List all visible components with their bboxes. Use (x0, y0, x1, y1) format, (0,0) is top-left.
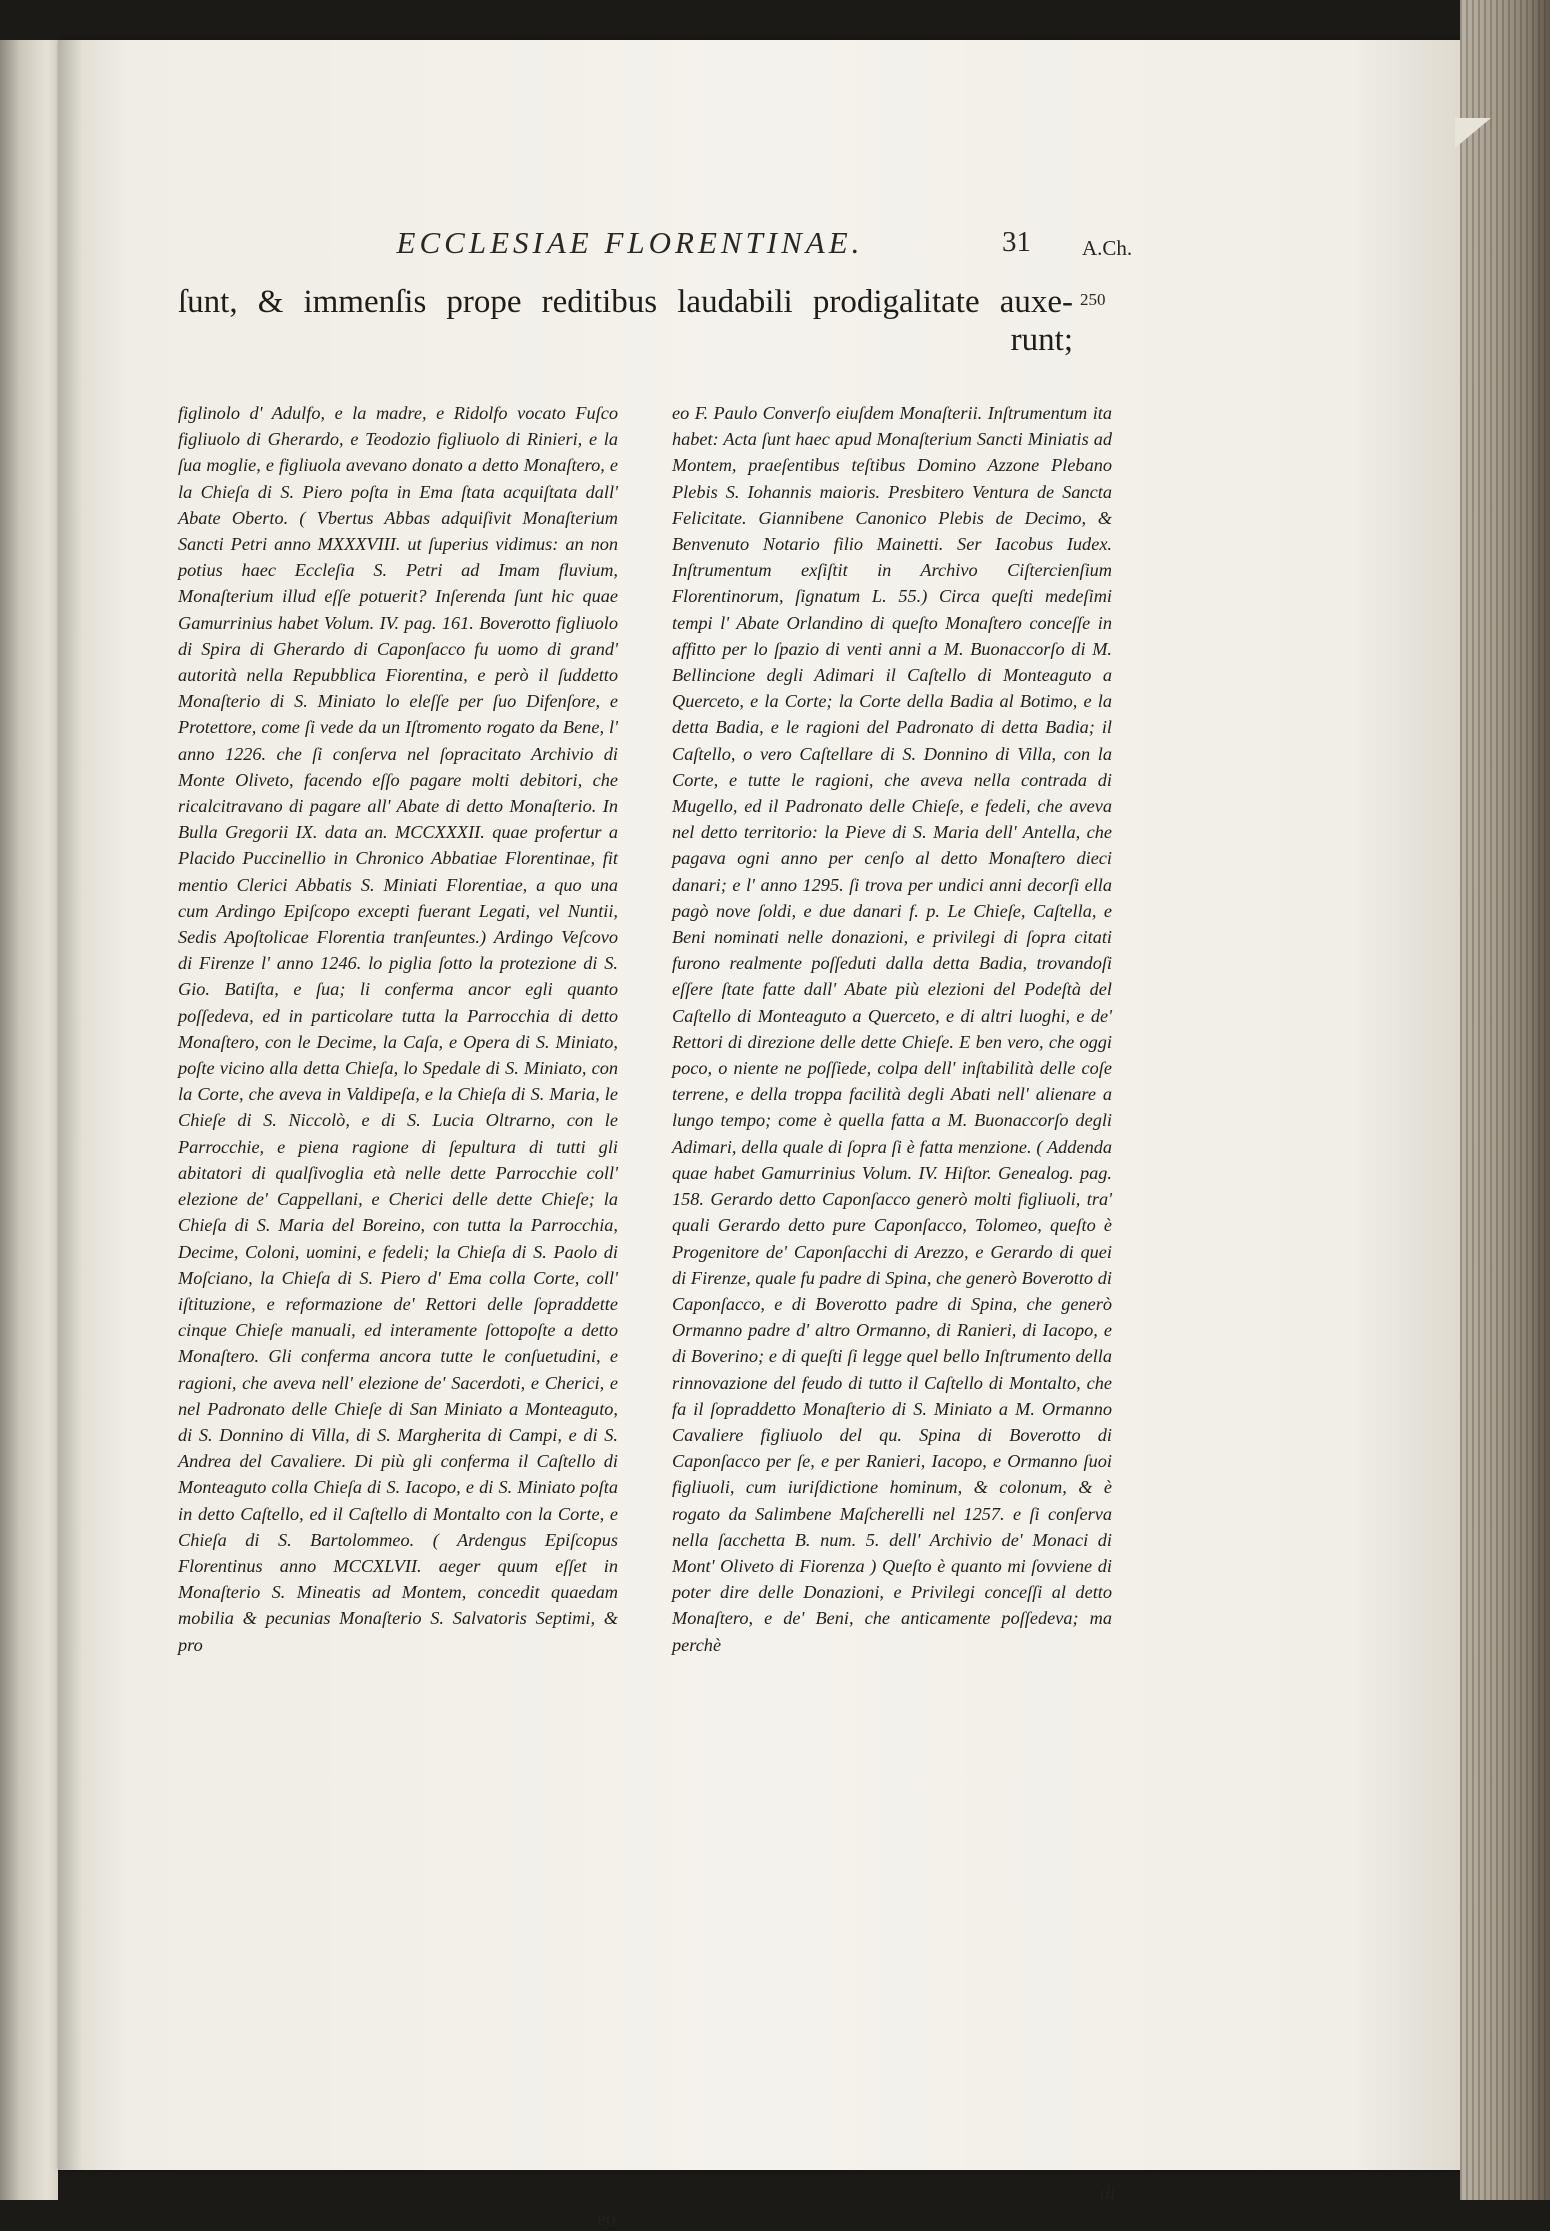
gutter-shadow (58, 40, 82, 2170)
running-title: ECCLESIAE FLORENTINAE. (396, 225, 864, 260)
previous-page-edge (0, 40, 58, 2200)
page-stack-edge (1460, 0, 1550, 2200)
catchword-left: eo (597, 2208, 616, 2230)
margin-note: A.Ch. (1082, 236, 1133, 260)
left-text-column: figlinolo d' Adulfo, e la madre, e Ridolfo vocato Fuſco figliuolo di Gherardo, e Teodozio figliuolo di Rinieri, e la ſua moglie, e figliuola avevano donato a detto Monaſtero, e la Chieſa di S. Piero poſta in Ema ſtata acquiſtata dall' Abate Oberto. ( Vbertus Abbas adquiſivit Monaſterium Sancti Petri anno MXXXVIII. ut ſuperius vidimus: an non potius haec Eccleſia S. Petri ad Imam fluvium, Monaſterium illud eſſe potuerit? Inſerenda ſunt hic quae Gamurrinius habet Volum. IV. pag. 161. Boverotto figliuolo di Spira di Gherardo di Caponſacco fu uomo di grand' autorità nella Repubblica Fiorentina, e però il ſuddetto Monaſterio di S. Miniato lo eleſſe per ſuo Difenſore, e Protettore, come ſi vede da un Iſtromento rogato da Bene, l' anno 1226. che ſi conſerva nel ſopracitato Archivio di Monte Oliveto, facendo eſſo pagare molti debitori, che ricalcitravano di pagare all' Abate di detto Monaſterio. In Bulla Gregorii IX. data an. MCCXXXII. quae profertur a Placido Puccinellio in Chronico Abbatiae Florentinae, fit mentio Clerici Abbatis S. Miniati Florentiae, a quo una cum Ardingo Epiſcopo excepti fuerant Legati, vel Nuntii, Sedis Apoſtolicae Florentia tranſeuntes.) Ardingo Veſcovo di Firenze l' anno 1246. lo piglia ſotto la protezione di S. Gio. Batiſta, e ſua; li conferma ancor egli quanto poſſedeva, ed in particolare tutta la Parrocchia di detto Monaſtero, con le Decime, la Caſa, e Opera di S. Miniato, poſte vicino alla detta Chieſa, lo Spedale di S. Miniato, con la Corte, che aveva in Valdipeſa, e la Chieſa di S. Maria, le Chieſe di S. Niccolò, e di S. Lucia Oltrarno, con le Parrocchie, e piena ragione di ſepultura di tutti gli abitatori di qualſivoglia età nelle dette Parrocchie coll' elezione de' Cappellani, e Cherici delle dette Chieſe; la Chieſa di S. Maria del Boreino, con tutta la Parrocchia, Decime, Coloni, uomini, e fedeli; la Chieſa di S. Paolo di Moſciano, la Chieſa di S. Piero d' Ema colla Corte, coll' iſtituzione, e reformazione de' Rettori delle ſopraddette cinque Chieſe manuali, ed interamente ſottopoſte a detto Monaſtero. Gli conferma ancora tutte le conſuetudini, e ragioni, che aveva nell' elezione de' Sacerdoti, e Cherici, e nel Padronato delle Chieſe di San Miniato a Monteaguto, di S. Donnino di Villa, di S. Margherita di Campi, e di S. Andrea del Cavaliere. Di più gli conferma il Caſtello di Monteaguto colla Chieſa di S. Iacopo, e di S. Miniato poſta in detto Caſtello, ed il Caſtello di Montalto con la Corte, e Chieſa di S. Bartolommeo. ( Ardengus Epiſcopus Florentinus anno MCCXLVII. aeger quum eſſet in Monaſterio S. Mineatis ad Montem, concedit quaedam mobilia & pecunias Monaſterio S. Salvatoris Septimi, & pro (178, 403, 618, 1655)
page-number: 31 (1002, 226, 1031, 258)
folded-corner (1455, 118, 1491, 148)
catchword-right: di (1100, 2182, 1116, 2204)
opening-line: ſunt, & immenſis prope reditibus laudabili prodigalitate auxe- (178, 284, 1073, 320)
opening-line-continuation: runt; (1010, 322, 1073, 358)
right-text-column: eo F. Paulo Converſo eiuſdem Monaſterii. Inſtrumentum ita habet: Acta ſunt haec apud Monaſterium Sancti Miniatis ad Montem, praeſentibus teſtibus Domino Azzone Plebano Plebis S. Iohannis maioris. Presbitero Ventura de Sancta Felicitate. Giannibene Canonico Plebis de Decimo, & Benvenuto Notario filio Mainetti. Ser Iacobus Iudex. Inſtrumentum exſiſtit in Archivo Ciſtercienſium Florentinorum, ſignatum L. 55.) Circa queſti medeſimi tempi l' Abate Orlandino di queſto Monaſtero conceſſe in affitto per lo ſpazio di venti anni a M. Buonaccorſo di M. Bellincione degli Adimari il Caſtello di Monteaguto a Querceto, e la Corte; la Corte della Badia al Botimo, e la detta Badia, e le ragioni del Padronato di detta Badia; il Caſtello, o vero Caſtellare di S. Donnino di Villa, con la Corte, e tutte le ragioni, che aveva nella contrada di Mugello, ed il Padronato delle Chieſe, e fedeli, che aveva nel detto territorio: la Pieve di S. Maria dell' Antella, che pagava ogni anno per cenſo al detto Monaſtero dieci danari; e l' anno 1295. ſi trova per undici anni decorſi ella pagò nove ſoldi, e due danari f. p. Le Chieſe, Caſtella, e Beni nominati nelle donazioni, e privilegi di ſopra citati furono realmente poſſeduti dalla detta Badia, trovandoſi eſſere ſtate fatte dall' Abate più elezioni del Podeſtà del Caſtello di Monteaguto a Querceto, e di altri luoghi, e de' Rettori di direzione delle dette Chieſe. E ben vero, che oggi poco, o niente ne poſſiede, colpa dell' inſtabilità delle coſe terrene, e della troppa facilità degli Abati nell' alienare a lungo tempo; come è quella fatta a M. Buonaccorſo degli Adimari, della quale di ſopra ſi è fatta menzione. ( Addenda quae habet Gamurrinius Volum. IV. Hiſtor. Genealog. pag. 158. Gerardo detto Caponſacco generò molti figliuoli, tra' quali Gerardo detto pure Caponſacco, Tolomeo, queſto è Progenitore de' Caponſacchi di Arezzo, e Gerardo di quei di Firenze, quale fu padre di Spina, che generò Boverotto di Caponſacco, e di Boverotto padre di Spina, che generò Ormanno padre d' altro Ormanno, di Ranieri, di Iacopo, e di Boverino; e di queſti ſi legge quel bello Inſtrumento della rinnovazione del feudo di tutto il Caſtello di Montalto, che fa il ſopraddetto Monaſterio di S. Miniato a M. Ormanno Cavaliere figliuolo del qu. Spina di Boverotto di Caponſacco per ſe, e per Ranieri, Iacopo, e Ormanno ſuoi figliuoli, cum iuriſdictione hominum, & colonum, & è rogato da Salimbene Maſcherelli nel 1257. e ſi conſerva nella ſacchetta B. num. 5. dell' Archivio de' Monaci di Mont' Oliveto di Fiorenza ) Queſto è quanto mi ſovviene di poter dire delle Donazioni, e Privilegi conceſſi al detto Monaſtero, e de' Beni, che anticamente poſſedeva; ma perchè (672, 403, 1112, 1655)
margin-year: 250 (1080, 290, 1106, 309)
